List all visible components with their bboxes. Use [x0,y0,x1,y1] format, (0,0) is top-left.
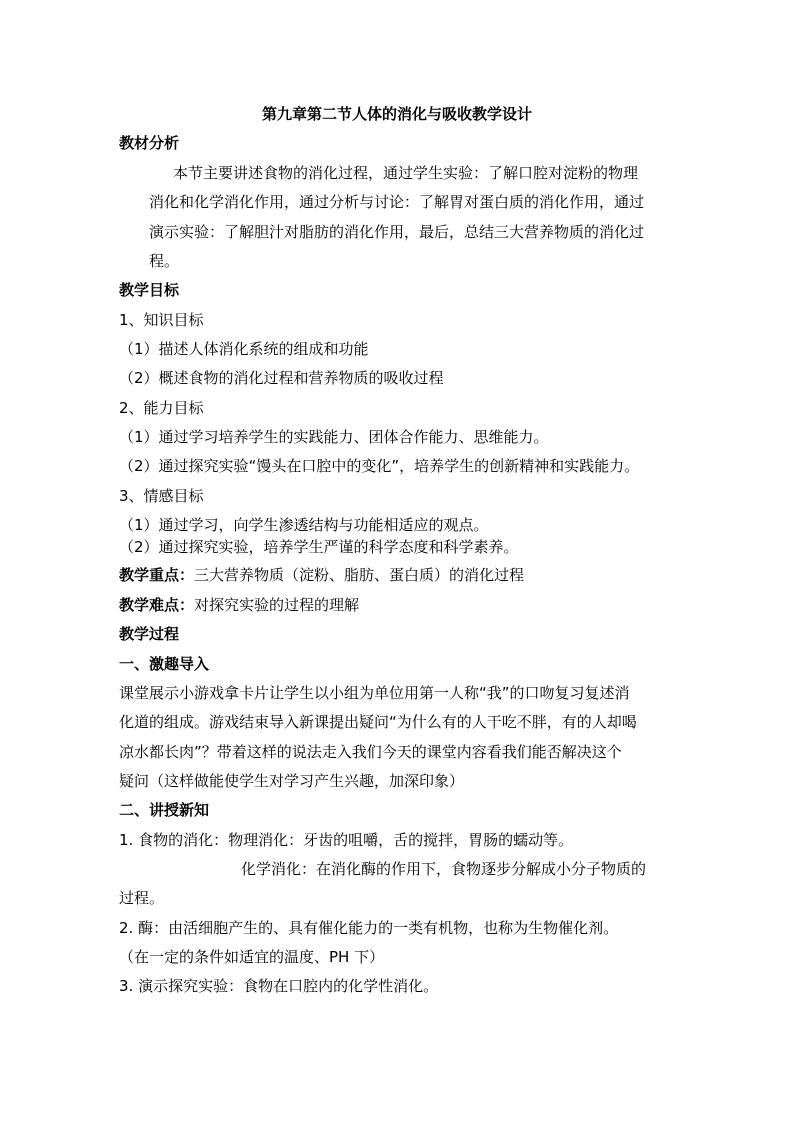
ability-objectives-label: 2、能力目标 [119,399,204,417]
key-point-label: 教学重点： [119,566,195,584]
knowledge-line: 3. 演示探究实验：食物在口腔内的化学性消化。 [119,977,439,995]
intro-heading: 一、激趣导入 [119,655,210,673]
analysis-heading: 教材分析 [119,134,180,152]
objective-item: （2）通过探究实验“馒头在口腔中的变化”，培养学生的创新精神和实践能力。 [119,457,640,475]
intro-line: 课堂展示小游戏拿卡片让学生以小组为单位用第一人称“我”的口吻复习复述消 [119,684,630,702]
objective-item: （1）通过学习培养学生的实践能力、团体合作能力、思维能力。 [119,428,549,446]
objective-item: （1）通过学习，向学生渗透结构与功能相适应的观点。 [119,516,489,534]
difficulty [119,595,359,615]
intro-line: 凉水都长肉”？带着这样的说法走入我们今天的课堂内容看我们能否解决这个 [119,743,622,761]
knowledge-objectives-label: 1、知识目标 [119,311,204,329]
new-knowledge-heading: 二、讲授新知 [119,801,210,819]
difficulty-text: 对探究实验的过程的理解 [194,596,360,614]
analysis-line: 本节主要讲述食物的消化过程，通过学生实验：了解口腔对淀粉的物理 [173,164,639,182]
knowledge-line: 2. 酶：由活细胞产生的、具有催化能力的一类有机物，也称为生物催化剂。 [119,919,619,937]
objective-item: （2）概述食物的消化过程和营养物质的吸收过程 [119,369,444,387]
objectives-heading: 教学目标 [119,281,180,299]
knowledge-line: 化学消化：在消化酶的作用下，食物逐步分解成小分子物质的 [241,860,647,878]
knowledge-line: 过程。 [119,889,165,907]
intro-line: 化道的组成。游戏结束导入新课提出疑问“为什么有的人干吃不胖，有的人却喝 [119,713,637,731]
process-heading: 教学过程 [119,625,180,643]
objective-item: （2）通过探究实验，培养学生严谨的科学态度和科学素养。 [119,538,519,556]
knowledge-line: 1. 食物的消化：物理消化：牙齿的咀嚼，舌的搅拌，胃肠的蠕动等。 [119,831,574,849]
difficulty-label: 教学难点： [119,596,195,614]
objective-item: （1）描述人体消化系统的组成和功能 [119,340,369,358]
key-point-text: 三大营养物质（淀粉、脂肪、蛋白质）的消化过程 [194,566,525,584]
knowledge-line: （在一定的条件如适宜的温度、PH 下） [119,948,385,966]
emotion-objectives-label: 3、情感目标 [119,487,204,505]
intro-line: 疑问（这样做能使学生对学习产生兴趣，加深印象） [119,772,465,790]
key-point [119,565,524,585]
analysis-line: 演示实验：了解胆汁对脂肪的消化作用，最后，总结三大营养物质的消化过 [149,223,645,241]
analysis-line: 程。 [149,252,180,270]
document-title: 第九章第二节人体的消化与吸收教学设计 [261,105,532,123]
analysis-line: 消化和化学消化作用，通过分析与讨论：了解胃对蛋白质的消化作用，通过 [149,193,645,211]
